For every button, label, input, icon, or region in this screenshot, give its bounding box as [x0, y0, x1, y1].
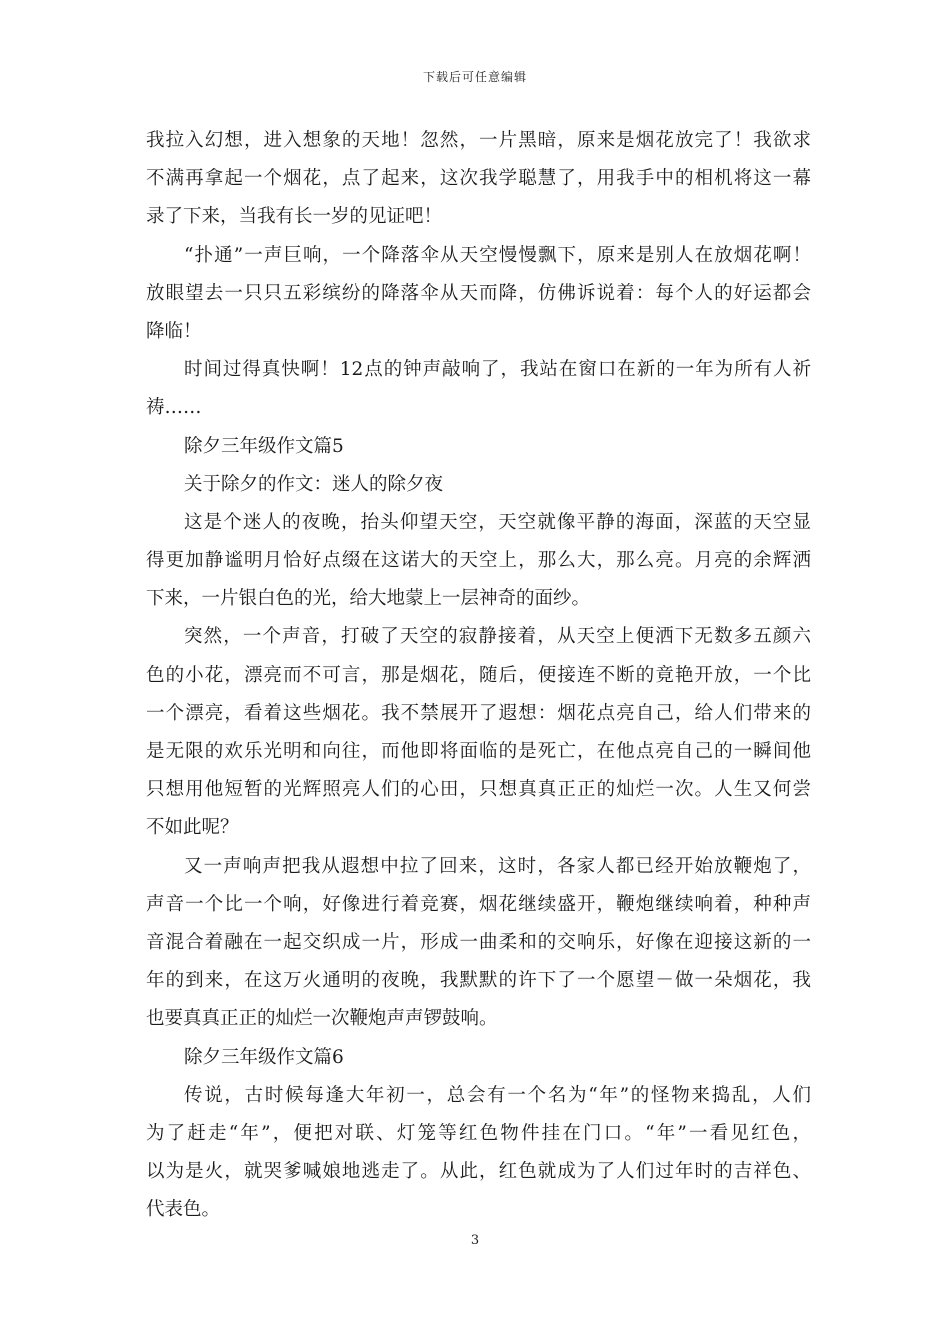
text-line: 得更加静谧明月恰好点缀在这诺大的天空上，那么大，那么亮。月亮的余辉洒 [146, 550, 811, 572]
text-line: 年的到来，在这万火通明的夜晚，我默默的许下了一个愿望－做一朵烟花，我 [146, 970, 811, 992]
text-line: 这是个迷人的夜晚，抬头仰望天空，天空就像平静的海面，深蓝的天空显 [184, 511, 811, 533]
text-line: 声音一个比一个响，好像进行着竞赛，烟花继续盛开，鞭炮继续响着，种种声 [146, 893, 811, 915]
text-line: 降临！ [146, 320, 202, 342]
text-line: 时间过得真快啊！12点的钟声敲响了，我站在窗口在新的一年为所有人祈 [184, 359, 811, 381]
text-line: 录了下来，当我有长一岁的见证吧！ [146, 206, 443, 228]
page-number: 3 [470, 1233, 480, 1248]
text-line: 不满再拿起一个烟花，点了起来，这次我学聪慧了，用我手中的相机将这一幕 [146, 168, 811, 190]
text-line: 只想用他短暂的光辉照亮人们的心田，只想真真正正的灿烂一次。人生又何尝 [146, 779, 811, 801]
text-line: 祷…… [146, 397, 202, 419]
text-line: 是无限的欢乐光明和向往，而他即将面临的是死亡，在他点亮自己的一瞬间他 [146, 741, 811, 762]
text-line: 不如此呢？ [146, 817, 239, 839]
text-line: 下来，一片银白色的光，给大地蒙上一层神奇的面纱。 [146, 588, 591, 610]
text-line: 突然，一个声音，打破了天空的寂静接着，从天空上便洒下无数多五颜六 [184, 626, 811, 648]
text-line: 也要真真正正的灿烂一次鞭炮声声锣鼓响。 [146, 1008, 498, 1030]
text-line: 代表色。 [146, 1199, 221, 1221]
section-heading: 除夕三年级作文篇5 [184, 435, 344, 457]
essay-title: 关于除夕的作文：迷人的除夕夜 [184, 473, 444, 495]
text-line: 又一声响声把我从遐想中拉了回来，这时，各家人都已经开始放鞭炮了， [184, 855, 811, 877]
text-line: 我拉入幻想，进入想象的天地！忽然，一片黑暗，原来是烟花放完了！我欲求 [146, 130, 811, 151]
text-line: 放眼望去一只只五彩缤纷的降落伞从天而降，仿佛诉说着：每个人的好运都会 [146, 282, 811, 304]
text-line: 为了赶走“年”，便把对联、灯笼等红色物件挂在门口。“年”一看见红色， [146, 1122, 811, 1144]
text-line: 传说，古时候每逢大年初一，总会有一个名为“年”的怪物来捣乱，人们 [184, 1084, 811, 1106]
text-line: “扑通”一声巨响，一个降落伞从天空慢慢飘下，原来是别人在放烟花啊！ [184, 244, 811, 266]
text-line: 色的小花，漂亮而不可言，那是烟花，随后，便接连不断的竟艳开放，一个比 [146, 664, 811, 686]
document-body [146, 122, 811, 1229]
text-line: 以为是火，就哭爹喊娘地逃走了。从此，红色就成为了人们过年时的吉祥色、 [146, 1161, 811, 1183]
page-header: 下载后可任意编辑 [422, 70, 527, 84]
section-heading: 除夕三年级作文篇6 [184, 1046, 344, 1068]
text-line: 音混合着融在一起交织成一片，形成一曲柔和的交响乐，好像在迎接这新的一 [146, 931, 811, 953]
text-line: 一个漂亮，看着这些烟花。我不禁展开了遐想：烟花点亮自己，给人们带来的 [146, 702, 811, 724]
